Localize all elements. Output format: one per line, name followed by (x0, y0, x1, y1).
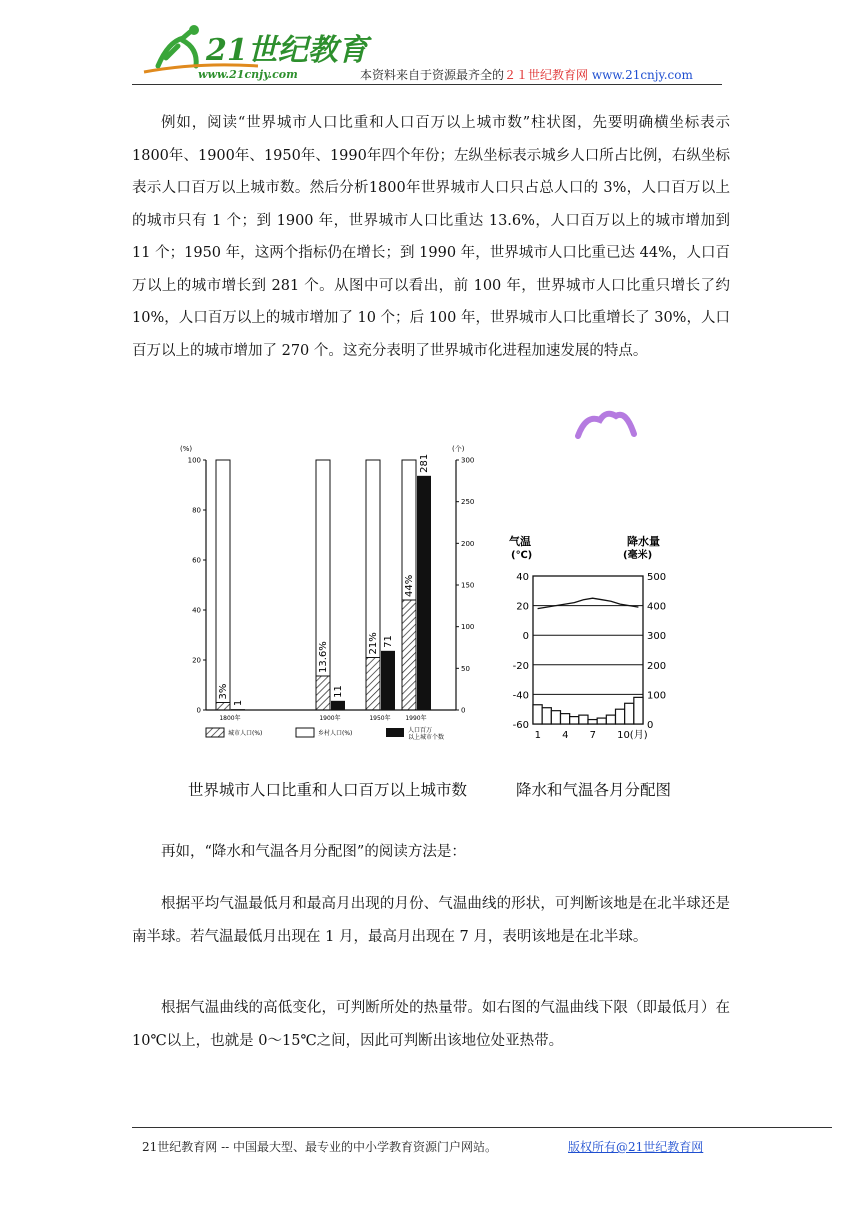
precip-bar (542, 708, 551, 724)
city-count-bar (331, 701, 345, 710)
right-tick-label: 300 (461, 456, 475, 465)
temperature-curve (538, 598, 639, 608)
city-count-label: 1 (233, 699, 244, 707)
right-tick-label: 50 (461, 664, 470, 673)
city-count-bar (231, 709, 245, 710)
precip-bar (579, 715, 588, 724)
urban-bar (216, 703, 230, 711)
month-tick-label: 1 (534, 730, 541, 741)
header-url-link[interactable]: www.21cnjy.com (591, 68, 693, 82)
city-count-label: 71 (383, 635, 394, 648)
svg-text:21世纪教育: 21世纪教育 (206, 33, 368, 68)
urban-bar (366, 658, 380, 711)
city-count-bar (381, 651, 395, 710)
urban-bar (316, 676, 330, 710)
precip-tick-label: 400 (647, 601, 667, 613)
urban-percent-label: 13.6% (318, 641, 329, 673)
precip-tick-label: 0 (647, 720, 654, 731)
rural-bar (366, 460, 380, 658)
footer-copyright-link[interactable]: 版权所有@21世纪教育网 (568, 1140, 704, 1154)
paragraph-3: 根据平均气温最低月和最高月出现的月份、气温曲线的形状，可判断该地是在北半球还是南半球。若气温最低月出现在 1 月，最高月出现在 7 月，表明该地是在北半球。 (132, 896, 730, 945)
precip-tick-label: 200 (647, 660, 667, 672)
temp-tick-label: -20 (512, 660, 529, 672)
left-tick-label: 100 (187, 456, 201, 465)
precip-tick-label: 300 (647, 631, 667, 643)
precip-bar (616, 709, 625, 724)
legend-rural-label: 乡村人口(%) (318, 730, 353, 737)
left-tick-label: 40 (192, 606, 201, 615)
precip-bar (625, 703, 634, 724)
rural-bar (216, 460, 230, 703)
header-site-link[interactable]: ２１世纪教育网 (504, 68, 589, 82)
temp-axis-unit: (℃) (511, 550, 533, 561)
precip-tick-label: 500 (647, 572, 667, 583)
right-tick-label: 200 (461, 539, 475, 548)
temp-tick-label: -60 (512, 720, 529, 731)
city-count-label: 281 (419, 453, 430, 473)
footer-divider (132, 1127, 832, 1128)
month-tick-label: 7 (589, 730, 596, 741)
page-header (0, 0, 860, 92)
right-tick-label: 150 (461, 581, 475, 590)
precip-bar (597, 718, 606, 724)
paragraph-1: 例如，阅读“世界城市人口比重和人口百万以上城市数”柱状图，先要明确横坐标表示 1800年、1900年、1950年、1990年四个年份；左纵坐标表示城乡人口所占比例，右纵坐标表示人口百万以上城市数。然后分析1800年世界城市人口只占总人口的 3%，人口百万以上的城市只有 1 个；到 1900 年，世界城市人口比重达 13.6%，人口百万以上的城市增加到 11 个；1950 年，这两个指标仍在增长；到 1990 年，世界城市人口比重已达 44%，人口百万以上的城市增长到 281 个。从图中可以看出，前 100 年，世界城市人口比重只增长了约 10%，人口百万以上的城市增加了 10 个；后 100 年，世界城市人口比重增长了 30%，人口百万以上的城市增加了 270 个。这充分表明了世界城市化进程加速发展的特点。 (132, 115, 730, 359)
legend-urban-swatch (206, 728, 224, 737)
precip-bar (561, 714, 570, 724)
legend-city-label-line2: 以上城市个数 (408, 734, 445, 741)
precip-bar (533, 705, 542, 724)
right-tick-label: 250 (461, 498, 475, 507)
temp-tick-label: 0 (522, 631, 529, 643)
header-note: 本资料来自于资源最齐全的２１世纪教育网 www.21cnjy.com (360, 68, 693, 82)
left-axis-unit: (%) (180, 445, 193, 453)
city-count-bar (417, 476, 431, 710)
runner-icon (158, 32, 196, 66)
left-tick-label: 60 (192, 556, 201, 565)
month-tick-label: 10(月) (617, 730, 648, 741)
temp-tick-label: -40 (512, 690, 529, 702)
precip-bar (588, 720, 597, 724)
precip-bar (606, 715, 615, 724)
legend-city-swatch (386, 728, 404, 737)
header-divider (132, 84, 722, 85)
temp-tick-label: 40 (516, 572, 529, 583)
left-tick-label: 0 (196, 706, 201, 715)
footer-text: 21世纪教育网 -- 中国最大型、最专业的中小学教育资源门户网站。 (142, 1140, 498, 1154)
temp-tick-label: 20 (516, 601, 529, 613)
caption-left: 世界城市人口比重和人口百万以上城市数 (188, 781, 468, 799)
right-tick-label: 100 (461, 623, 475, 632)
legend-urban-label: 城市人口(%) (228, 730, 263, 737)
urban-percent-label: 21% (368, 632, 379, 655)
month-tick-label: 4 (562, 730, 569, 741)
climate-chart (505, 536, 680, 746)
plot-frame (533, 576, 643, 724)
legend-rural-swatch (296, 728, 314, 737)
left-tick-label: 20 (192, 656, 201, 665)
right-axis-unit: (个) (452, 445, 465, 453)
paragraph-4: 根据气温曲线的高低变化，可判断所处的热量带。如右图的气温曲线下限（即最低月）在 10℃以上，也就是 0～15℃之间，因此可判断出该地位处亚热带。 (132, 1000, 730, 1049)
site-logo[interactable] (138, 22, 368, 84)
precip-bar (570, 717, 579, 724)
precip-bar (634, 697, 643, 724)
paragraph-2: 再如，“降水和气温各月分配图”的阅读方法是： (161, 844, 466, 860)
urban-bar (402, 600, 416, 710)
category-label: 1990年 (405, 715, 427, 722)
temp-axis-label: 气温 (509, 535, 531, 548)
urban-percent-label: 44% (404, 574, 415, 597)
category-label: 1950年 (369, 715, 391, 722)
svg-text:www.21cnjy.com: www.21cnjy.com (198, 68, 298, 81)
city-count-label: 11 (333, 685, 344, 698)
precip-axis-unit: (毫米) (623, 550, 653, 561)
urban-population-chart (170, 438, 475, 748)
category-label: 1800年 (219, 715, 241, 722)
right-tick-label: 0 (461, 706, 466, 715)
watermark-logo (572, 406, 642, 440)
urban-percent-label: 3% (218, 683, 229, 700)
legend-city-label-line1: 人口百万 (408, 727, 433, 734)
left-tick-label: 80 (192, 506, 201, 515)
precip-axis-label: 降水量 (627, 535, 660, 548)
category-label: 1900年 (319, 715, 341, 722)
precip-bar (551, 711, 560, 724)
precip-tick-label: 100 (647, 690, 667, 702)
caption-right: 降水和气温各月分配图 (516, 781, 672, 799)
